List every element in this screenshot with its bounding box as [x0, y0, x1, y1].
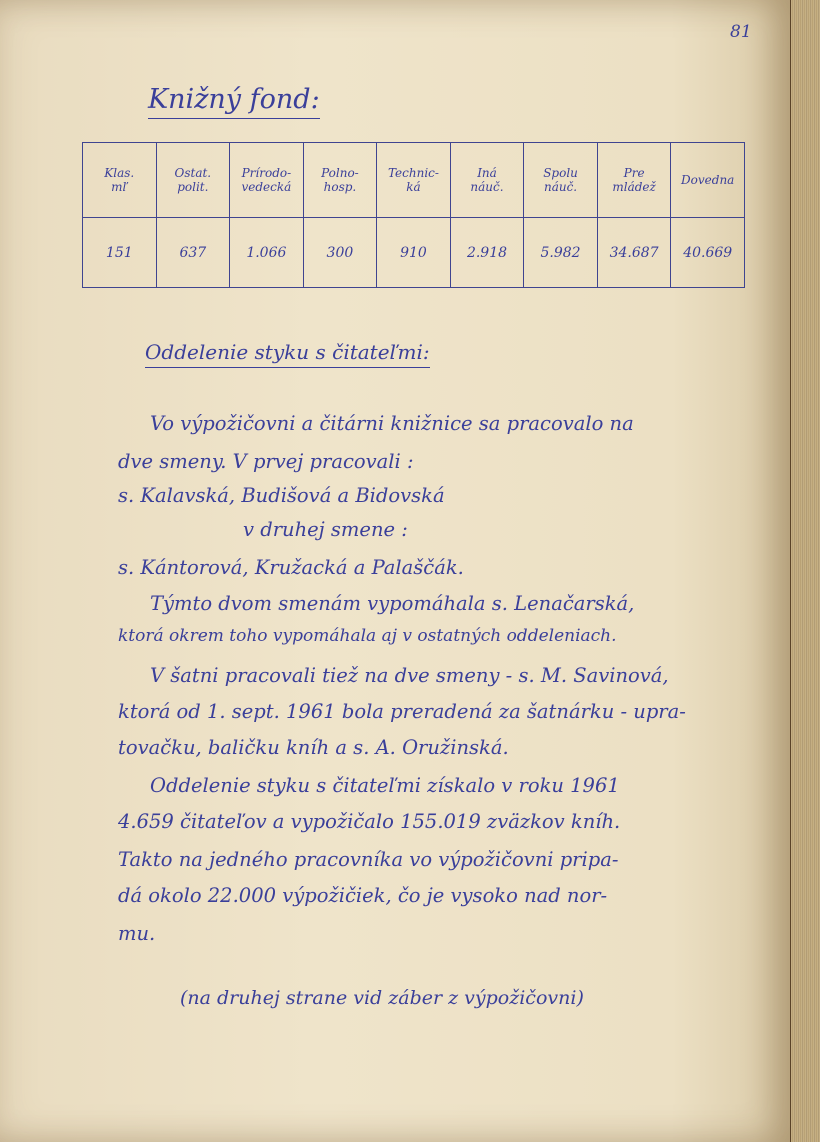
- value-cell: 300: [303, 218, 377, 288]
- text-line: dve smeny. V prvej pracovali :: [118, 450, 414, 473]
- header-cell: Dovedna: [671, 143, 745, 218]
- header-cell: Iná náuč.: [450, 143, 524, 218]
- text-line: V šatni pracovali tiež na dve smeny - s. M. Savinová,: [150, 664, 669, 687]
- text-line: Týmto dvom smenám vypomáhala s. Lenačarská,: [150, 592, 635, 615]
- header-cell: Prírodo- vedecká: [230, 143, 304, 218]
- value-cell: 910: [377, 218, 451, 288]
- header-cell: Spolu náuč.: [524, 143, 598, 218]
- text-line: Oddelenie styku s čitateľmi získalo v roku 1961: [150, 774, 620, 797]
- text-line: ktorá od 1. sept. 1961 bola preradená za šatnárku - upra-: [118, 700, 686, 723]
- value-cell: 637: [156, 218, 230, 288]
- text-line: s. Kántorová, Kružacká a Palaščák.: [118, 556, 464, 579]
- value-cell: 5.982: [524, 218, 598, 288]
- book-fund-heading: Knižný fond:: [148, 84, 320, 119]
- table-row: [83, 218, 745, 288]
- text-line: Vo výpožičovni a čitárni knižnice sa pracovalo na: [150, 412, 634, 435]
- table-header-row: [83, 143, 745, 218]
- book-page-edges: [790, 0, 820, 1142]
- section-heading: Oddelenie styku s čitateľmi:: [145, 340, 430, 368]
- header-cell: Ostat. polit.: [156, 143, 230, 218]
- book-fund-table: [82, 142, 745, 288]
- text-line: 4.659 čitateľov a vypožičalo 155.019 zväzkov kníh.: [118, 810, 621, 833]
- value-cell: 151: [83, 218, 157, 288]
- text-line: mu.: [118, 922, 156, 945]
- header-cell: Polno- hosp.: [303, 143, 377, 218]
- header-cell: Klas. mľ: [83, 143, 157, 218]
- page-number: 81: [730, 22, 752, 42]
- text-line: Takto na jedného pracovníka vo výpožičovni pripa-: [118, 848, 619, 871]
- value-cell: 34.687: [597, 218, 671, 288]
- value-cell: 40.669: [671, 218, 745, 288]
- value-cell: 1.066: [230, 218, 304, 288]
- text-line: dá okolo 22.000 výpožičiek, čo je vysoko nad nor-: [118, 884, 608, 907]
- footer-note: (na druhej strane vid záber z výpožičovni): [180, 987, 584, 1009]
- text-line: tovačku, baličku kníh a s. A. Oružinská.: [118, 736, 509, 759]
- header-cell: Pre mládež: [597, 143, 671, 218]
- value-cell: 2.918: [450, 218, 524, 288]
- text-line: v druhej smene :: [243, 518, 408, 541]
- text-line: s. Kalavská, Budišová a Bidovská: [118, 484, 445, 507]
- header-cell: Technic- ká: [377, 143, 451, 218]
- text-line: ktorá okrem toho vypomáhala aj v ostatných oddeleniach.: [118, 626, 617, 646]
